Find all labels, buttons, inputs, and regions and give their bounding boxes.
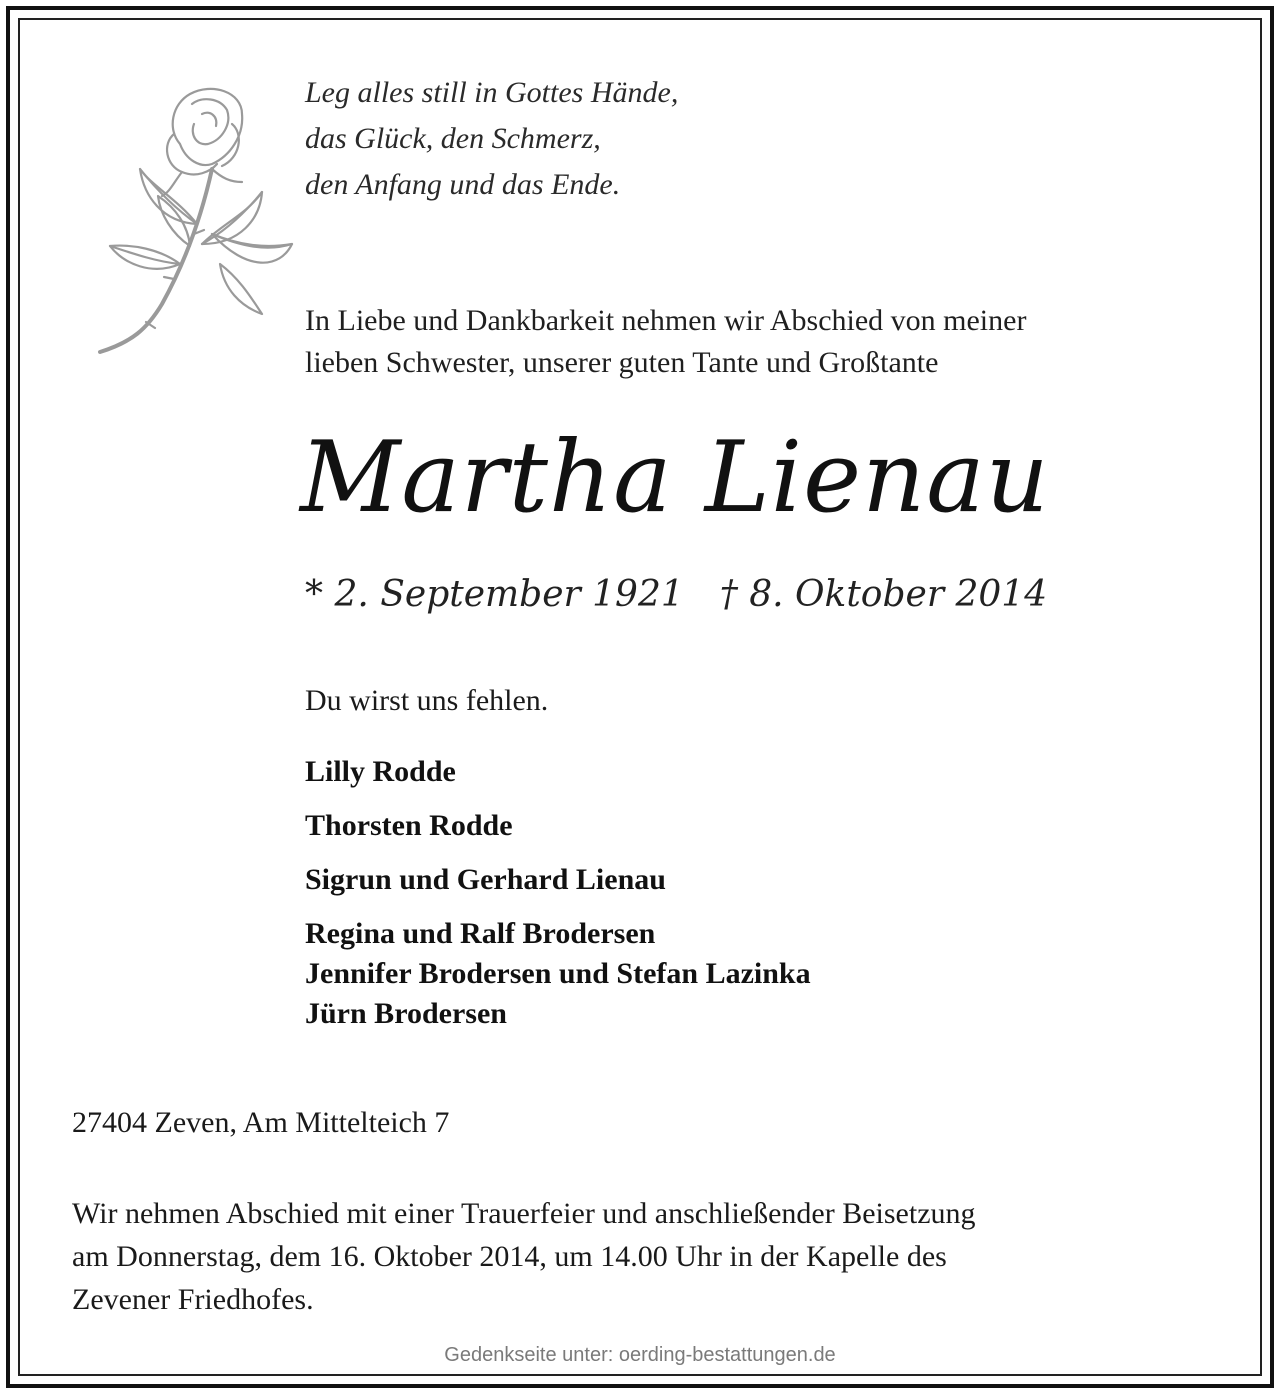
mourner-name: Sigrun und Gerhard Lienau xyxy=(305,863,666,896)
ceremony-text xyxy=(72,1192,976,1321)
verse xyxy=(305,70,678,208)
intro-text xyxy=(305,300,1026,384)
rose-icon xyxy=(62,74,307,359)
memorial-page-link[interactable]: Gedenkseite unter: oerding-bestattungen.de xyxy=(444,1344,836,1366)
closing-line: Du wirst uns fehlen. xyxy=(305,684,549,717)
mourners-list xyxy=(305,752,811,1034)
mourner-name: Jennifer Brodersen und Stefan Lazinka xyxy=(305,957,811,990)
ceremony-line: Zevener Friedhofes. xyxy=(72,1283,314,1316)
ceremony-line: am Donnerstag, dem 16. Oktober 2014, um 14.00 Uhr in der Kapelle des xyxy=(72,1240,947,1273)
address: 27404 Zeven, Am Mittelteich 7 xyxy=(72,1106,450,1139)
mourner-name: Regina und Ralf Brodersen xyxy=(305,917,656,950)
verse-line: Leg alles still in Gottes Hände, xyxy=(305,76,679,109)
mourner-name: Jürn Brodersen xyxy=(305,997,507,1030)
ceremony-line: Wir nehmen Abschied mit einer Trauerfeier und anschließender Beisetzung xyxy=(72,1197,976,1230)
deceased-name: Martha Lienau xyxy=(300,421,1050,535)
verse-line: das Glück, den Schmerz, xyxy=(305,122,601,155)
mourner-name: Lilly Rodde xyxy=(305,755,456,788)
life-dates xyxy=(305,570,1047,620)
intro-line: lieben Schwester, unserer guten Tante und Großtante xyxy=(305,346,939,379)
mourner-name: Thorsten Rodde xyxy=(305,809,513,842)
death-date: † 8. Oktober 2014 xyxy=(719,574,1048,615)
verse-line: den Anfang und das Ende. xyxy=(305,168,621,201)
birth-date: * 2. September 1921 xyxy=(305,574,684,615)
intro-line: In Liebe und Dankbarkeit nehmen wir Abschied von meiner xyxy=(305,304,1027,337)
